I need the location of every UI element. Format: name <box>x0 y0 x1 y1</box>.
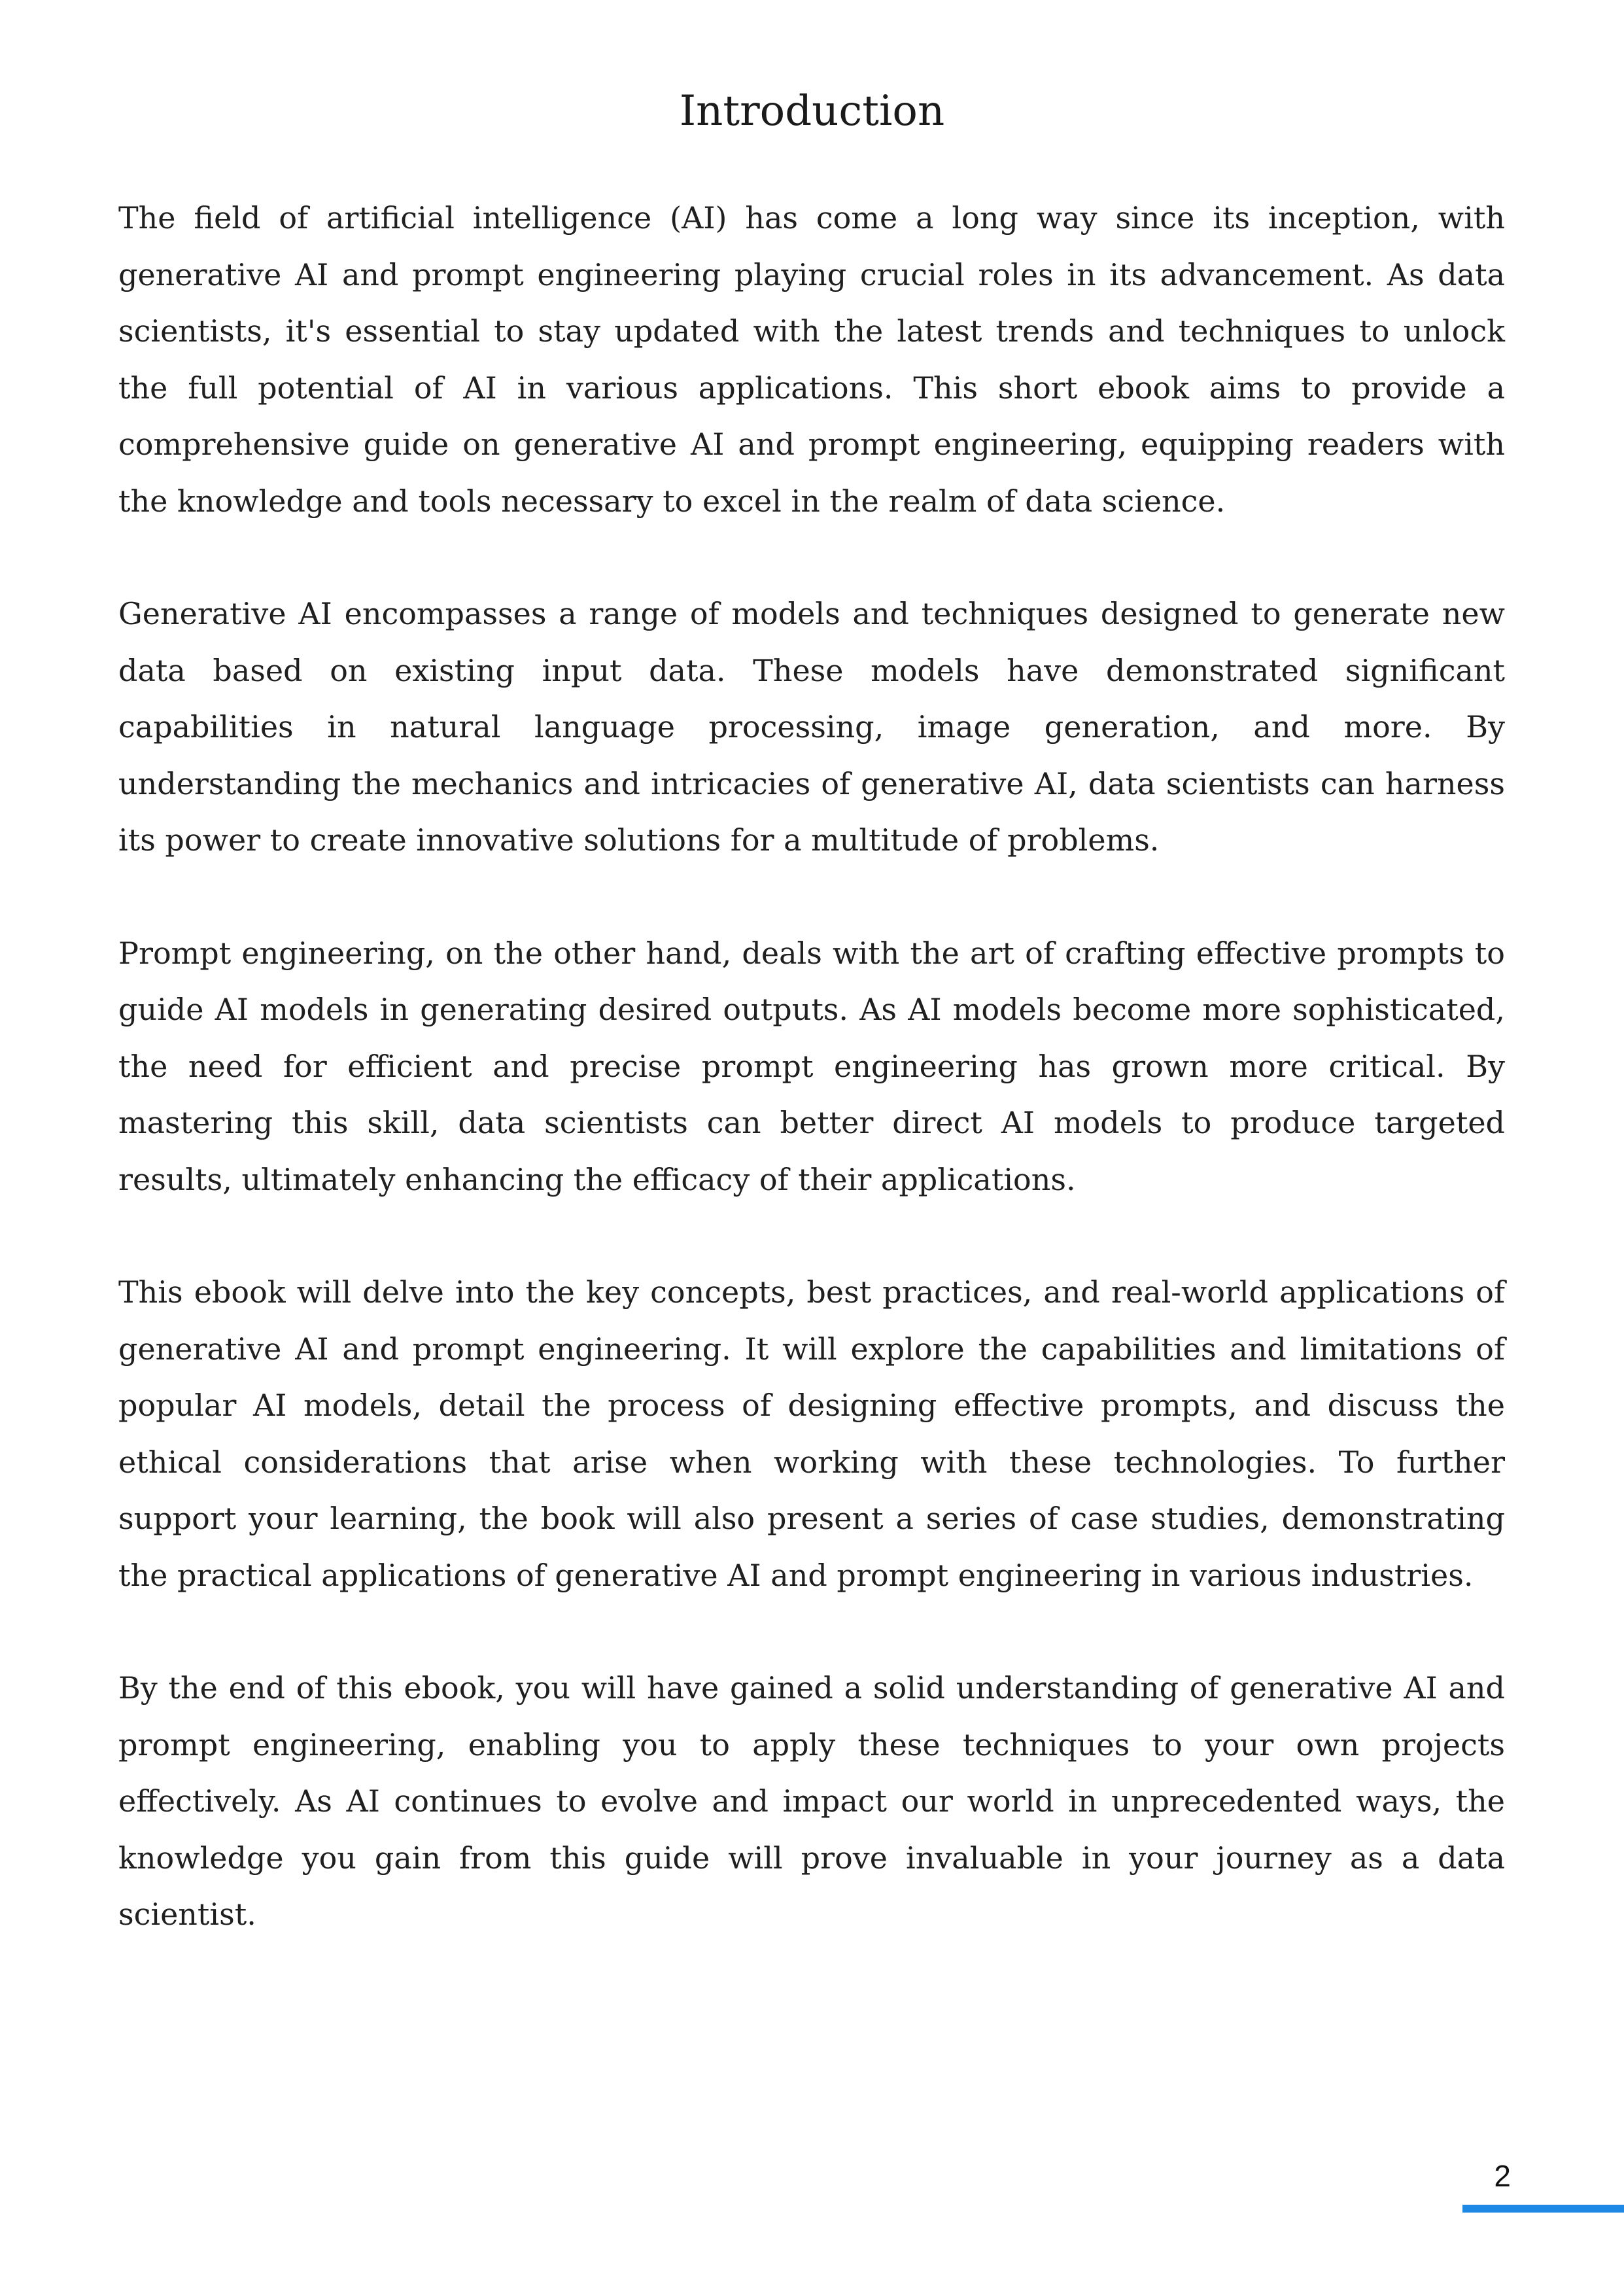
footer-accent-bar <box>1462 2205 1624 2213</box>
paragraph-3: Prompt engineering, on the other hand, deals with the art of crafting effective prompts to guide AI models in generating desired outputs. As AI models become more sophisticated, the need for efficient and precise prompt engineering has grown more critical. By mastering this skill, data scientists can better direct AI models to produce targeted results, ultimately enhancing the efficacy of their applications. <box>118 935 1505 1197</box>
page-title: Introduction <box>679 87 945 135</box>
paragraph-4: This ebook will delve into the key concepts, best practices, and real-world applications of generative AI and prompt engineering. It will explore the capabilities and limitations of popular AI models, detail the process of designing effective prompts, and discuss the ethical considerations that arise when working with these technologies. To further support your learning, the book will also present a series of case studies, demonstrating the practical applications of generative AI and prompt engineering in various industries. <box>118 1274 1505 1593</box>
body-text <box>118 190 1505 1999</box>
paragraph-1: The field of artificial intelligence (AI) has come a long way since its inception, with generative AI and prompt engineering playing crucial roles in its advancement. As data scientists, it's essential to stay updated with the latest trends and techniques to unlock the full potential of AI in various applications. This short ebook aims to provide a comprehensive guide on generative AI and prompt engineering, equipping readers with the knowledge and tools necessary to excel in the realm of data science. <box>118 200 1505 519</box>
paragraph-5: By the end of this ebook, you will have gained a solid understanding of generative AI and prompt engineering, enabling you to apply these techniques to your own projects effectively. As AI continues to evolve and impact our world in unprecedented ways, the knowledge you gain from this guide will prove invaluable in your journey as a data scientist. <box>118 1670 1505 1932</box>
page-number: 2 <box>1494 2159 1511 2193</box>
paragraph-2: Generative AI encompasses a range of models and techniques designed to generate new data based on existing input data. These models have demonstrated significant capabilities in natural language processing, image generation, and more. By understanding the mechanics and intricacies of generative AI, data scientists can harness its power to create innovative solutions for a multitude of problems. <box>118 596 1505 858</box>
